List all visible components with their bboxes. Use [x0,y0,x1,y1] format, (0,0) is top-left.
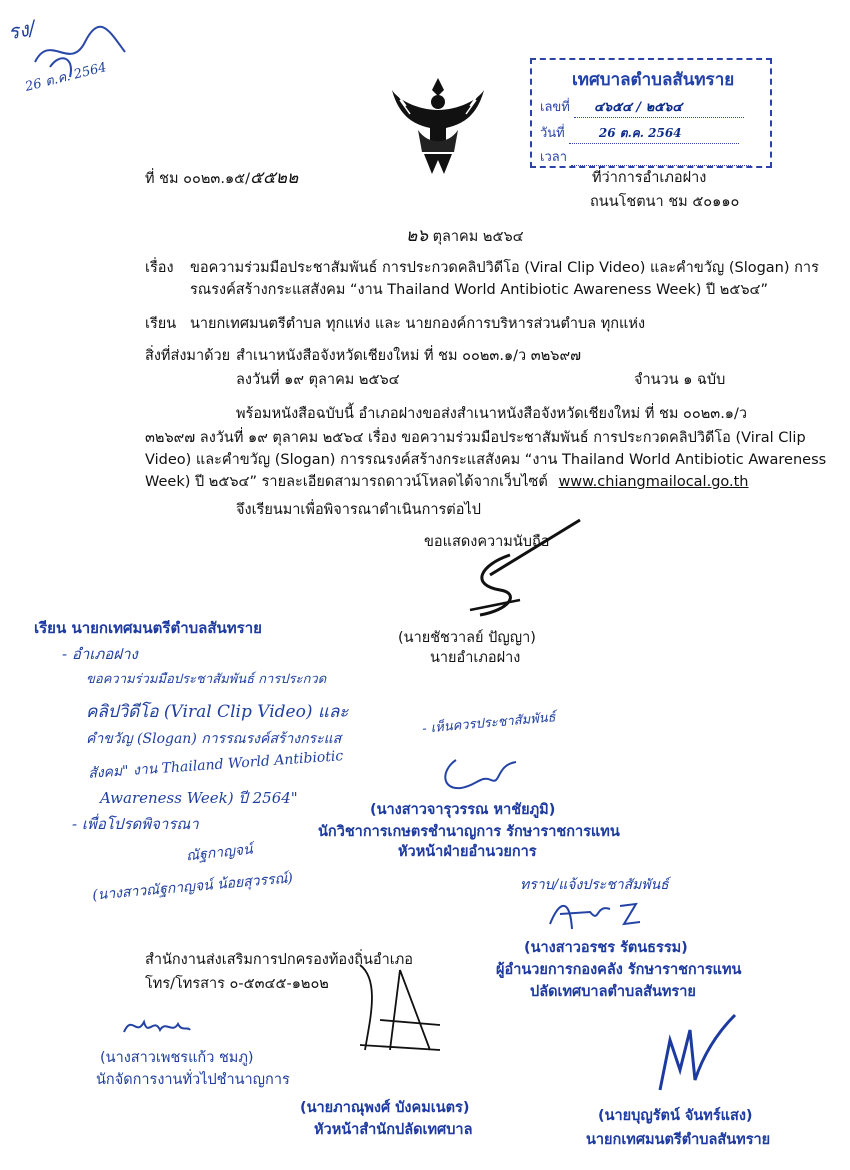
stamp-time-label: เวลา [540,150,568,165]
officer2-signature [540,894,650,938]
pr-note: - เห็นควรประชาสัมพันธ์ [421,710,557,737]
enclosure-line1: สำเนาหนังสือจังหวัดเชียงใหม่ ที่ ชม ๐๐๒๓.๑/ว ๓๒๖๙๗ [236,348,581,364]
stamp-number-row [540,96,744,118]
officer2-name: (นางสาวอรชร รัตนธรรม) [524,940,688,956]
footer-phone: โทร/โทรสาร ๐-๕๓๔๕-๑๒๐๒ [145,976,329,992]
mayor-name: (นายบุญรัตน์ จันทร์แสง) [598,1108,753,1124]
subject-line1: ขอความร่วมมือประชาสัมพันธ์ การประกวดคลิปวิดีโอ (Viral Clip Video) และคำขวัญ (Slogan) การ [190,260,819,276]
receipt-stamp [530,58,772,168]
officer4-title: หัวหน้าสำนักปลัดเทศบาล [314,1122,473,1138]
signer-name: (นายชัชวาลย์ ปัญญา) [398,630,536,646]
memo-hand-line-5: สังคม" งาน Thailand World Antibiotic [87,748,344,782]
body-line4 [145,472,749,492]
office-address-line1: ที่ว่าการอำเภอฝาง [592,170,707,186]
reference-prefix: ที่ ชม ๐๐๒๓.๑๕/ [145,171,251,187]
website-link[interactable]: www.chiangmailocal.go.th [558,474,749,490]
body-line4-prefix: Week) ปี ๒๕๖๔” รายละเอียดสามารถดาวน์โหลดได้จากเว็บไซต์ [145,474,548,490]
garuda-emblem-icon [388,70,488,180]
regards: ขอแสดงความนับถือ [424,534,550,550]
reference-handwritten: ๕๕๒๒ [250,168,299,188]
memo-hand-line-2: ขอความร่วมมือประชาสัมพันธ์ การประกวด [86,672,327,687]
officer3-name: (นางสาวเพชรแก้ว ชมภู) [100,1050,254,1066]
officer2-title1: ผู้อำนวยการกองคลัง รักษาราชการแทน [496,962,742,978]
reference-number [145,168,298,189]
office-address-line2: ถนนโชตนา ชม ๕๐๑๑๐ [590,194,740,210]
enclosure-quantity: จำนวน ๑ ฉบับ [634,372,726,388]
memo-hand-line-4: คำขวัญ (Slogan) การรณรงค์สร้างกระแส [86,731,342,747]
stamp-number-label: เลขที่ [540,100,570,115]
letter-date [406,226,524,247]
mayor-signature [650,1010,740,1100]
officer4-name: (นายภาณุพงศ์ บังคมเนตร) [300,1100,470,1116]
enclosure-line2: ลงวันที่ ๑๙ ตุลาคม ๒๕๖๔ [236,372,400,388]
memo-hand-line-3: คลิปวิดีโอ (Viral Clip Video) และ [86,702,349,722]
acknowledge-note: ทราบ/แจ้งประชาสัมพันธ์ [520,877,669,893]
stamp-number-value: ๔๖๕๔ / ๒๕๖๔ [594,100,683,115]
stamp-org: เทศบาลตำบลสันทราย [572,70,735,90]
clerk-name: (นางสาวณัฐกาญจน์ น้อยสุวรรณ์) [91,870,294,904]
officer1-signature [436,750,526,800]
memo-hand-line-1: - อำเภอฝาง [62,645,138,663]
closing-request: จึงเรียนมาเพื่อพิจารณาดำเนินการต่อไป [236,502,481,518]
officer3-title: นักจัดการงานทั่วไปชำนาญการ [96,1072,290,1088]
stamp-date-value: 26 ต.ค. 2564 [598,126,682,140]
mayor-title: นายกเทศมนตรีตำบลสันทราย [586,1132,771,1148]
letter-date-day: ๒๖ [406,226,428,246]
body-line2: ๓๒๖๙๗ ลงวันที่ ๑๙ ตุลาคม ๒๕๖๔ เรื่อง ขอความร่วมมือประชาสัมพันธ์ การประกวดคลิปวิดีโอ (Viral Clip [145,430,806,446]
subject-label: เรื่อง [145,260,174,276]
top-left-date: 26 ต.ค. 2564 [23,60,109,95]
enclosure-label: สิ่งที่ส่งมาด้วย [145,348,231,364]
initial-note: รง/ [5,15,38,45]
letter-date-rest: ตุลาคม ๒๕๖๔ [432,229,524,245]
officer2-title2: ปลัดเทศบาลตำบลสันทราย [530,984,696,1000]
memo-hand-signoff: ณัฐกาญจน์ [185,841,254,865]
stamp-date-label: วันที่ [540,126,565,141]
stamp-time-row [540,146,751,167]
officer1-name: (นางสาวจารุวรรณ หาชัยภูมิ) [370,802,556,818]
district-chief-signature [450,515,590,625]
officer4-signature [340,960,450,1060]
memo-hand-line-7: - เพื่อโปรดพิจารณา [72,815,199,833]
stamp-date-row [540,122,739,144]
footer-office: สำนักงานส่งเสริมการปกครองท้องถิ่นอำเภอ [145,952,413,968]
to-text: นายกเทศมนตรีตำบล ทุกแห่ง และ นายกองค์การบริหารส่วนตำบล ทุกแห่ง [190,316,646,332]
memo-header: เรียน นายกเทศมนตรีตำบลสันทราย [34,619,262,637]
memo-hand-line-6: Awareness Week) ปี 2564" [100,789,298,807]
officer1-title1: นักวิชาการเกษตรชำนาญการ รักษาราชการแทน [318,824,620,840]
officer3-signature [122,1012,192,1042]
body-line1: พร้อมหนังสือฉบับนี้ อำเภอฝางขอส่งสำเนาหนังสือจังหวัดเชียงใหม่ ที่ ชม ๐๐๒๓.๑/ว [236,406,748,422]
body-line3: Video) และคำขวัญ (Slogan) การรณรงค์สร้างกระแสสังคม “งาน Thailand World Antibiotic Awareness [145,452,827,468]
to-label: เรียน [145,316,177,332]
officer1-title2: หัวหน้าฝ่ายอำนวยการ [398,844,537,860]
subject-line2: รณรงค์สร้างกระแสสังคม “งาน Thailand World Antibiotic Awareness Week) ปี ๒๕๖๔” [190,282,769,298]
signer-title: นายอำเภอฝาง [430,650,521,666]
